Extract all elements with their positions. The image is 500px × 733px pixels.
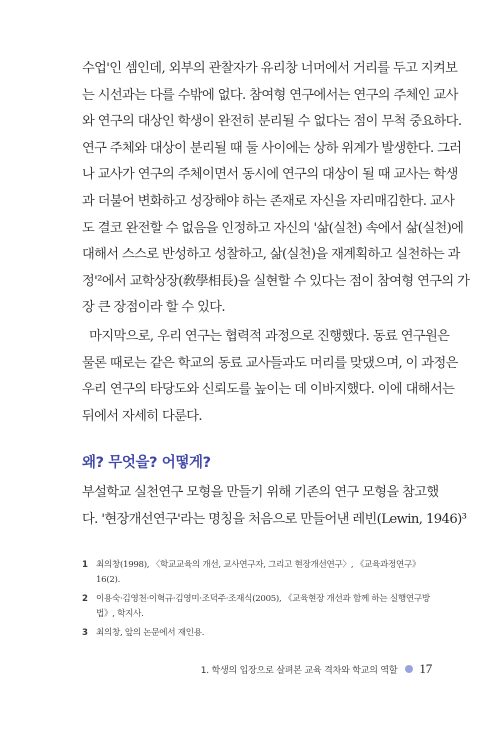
footnote xyxy=(82,558,442,588)
footnote-text: 최의창, 앞의 논문에서 재인용. xyxy=(96,628,205,638)
text-line: 연구 주체와 대상이 분리될 때 둘 사이에는 상하 위계가 발생한다. 그러 xyxy=(82,140,462,156)
footnote-number: 1 xyxy=(82,560,88,570)
footnote xyxy=(82,626,442,641)
text-line: 과 더불어 변화하고 성장해야 하는 존재로 자신을 자리매김한다. 교사 xyxy=(82,193,455,209)
text-line: 물론 때로는 같은 학교의 동료 교사들과도 머리를 맞댔으며, 이 과정은 xyxy=(82,355,458,371)
text-line: 부설학교 실천연구 모형을 만들기 위해 기존의 연구 모형을 참고했 xyxy=(82,485,439,500)
footnote-text: 최의창(1998), 〈학교교육의 개선, 교사연구자, 그리고 현장개선연구〉, 《교육과정연구》 16(2). xyxy=(96,560,421,585)
chapter-running-title: 1. 학생의 입장으로 살펴본 교육 격차와 학교의 역할 xyxy=(200,665,398,676)
text-line: 다. '현장개선연구'라는 명칭을 처음으로 만들어낸 레빈(Lewin, 1946)³ xyxy=(82,511,467,527)
text-line: 대해서 스스로 반성하고 성찰하고, 삶(실천)을 재계획하고 실천하는 과 xyxy=(82,247,460,263)
text-line: 수업'인 셈인데, 외부의 관찰자가 유리창 너머에서 거리를 두고 지켜보 xyxy=(82,61,458,76)
body-paragraph-2 xyxy=(82,324,458,430)
page-number: 17 xyxy=(419,661,432,676)
footnote-number: 3 xyxy=(82,628,88,638)
footnote xyxy=(82,592,442,622)
text-line: 는 시선과는 다를 수밖에 없다. 참여형 연구에서는 연구의 주체인 교사 xyxy=(82,87,458,103)
text-line: 정'²에서 교학상장(敎學相長)을 실현할 수 있다는 점이 참여형 연구의 가 xyxy=(82,273,470,289)
footer-dot-icon xyxy=(405,665,413,673)
text-line: 장 큰 장점이라 할 수 있다. xyxy=(82,300,225,316)
text-line: 와 연구의 대상인 학생이 완전히 분리될 수 없다는 점이 무척 중요하다. xyxy=(82,114,462,130)
body-paragraph-1 xyxy=(82,56,470,322)
text-line: 뒤에서 자세히 다룬다. xyxy=(82,408,203,424)
footnotes xyxy=(82,558,442,645)
section-heading: 왜? 무엇을? 어떻게? xyxy=(82,455,211,471)
text-line: 나 교사가 연구의 주체이면서 동시에 연구의 대상이 될 때 교사는 학생 xyxy=(82,167,458,183)
text-line: 마지막으로, 우리 연구는 협력적 과정으로 진행했다. 동료 연구원은 xyxy=(82,329,450,344)
footnote-number: 2 xyxy=(82,594,88,604)
footnote-text: 이용숙·김영천·이혁규·김영미·조덕주·조재식(2005), 《교육현장 개선과 함께 하는 실행연구방법》, 학지사. xyxy=(96,594,430,619)
text-line: 우리 연구의 타당도와 신뢰도를 높이는 데 이바지했다. 이에 대해서는 xyxy=(82,382,455,398)
body-paragraph-3 xyxy=(82,480,467,533)
page-footer xyxy=(201,661,432,677)
text-line: 도 결코 완전할 수 없음을 인정하고 자신의 '삶(실천) 속에서 삶(실천)에 xyxy=(82,220,464,236)
